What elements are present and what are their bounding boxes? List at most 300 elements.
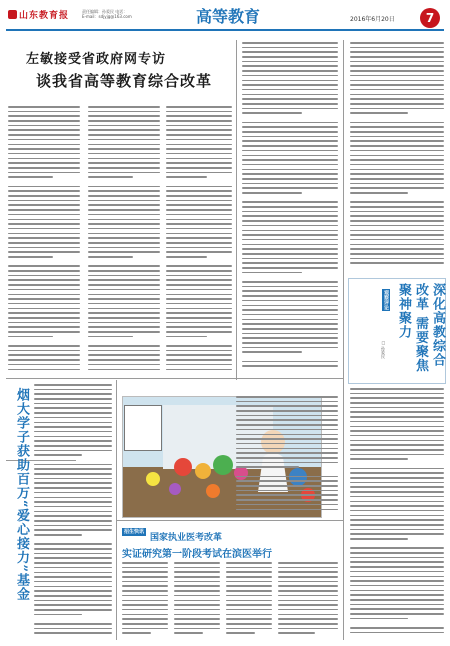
text-line <box>278 590 338 592</box>
text-line <box>88 331 160 333</box>
commentary-tag: 观察评论 <box>383 290 389 310</box>
text-line <box>350 613 444 615</box>
text-line <box>226 600 272 602</box>
text-line <box>236 424 338 426</box>
text-line <box>350 505 444 507</box>
text-line <box>226 637 272 639</box>
text-line <box>242 155 338 157</box>
text-line <box>34 478 112 480</box>
text-line <box>8 115 80 117</box>
text-line <box>242 136 338 138</box>
text-line <box>242 150 338 152</box>
text-line <box>226 585 272 587</box>
text-line <box>350 122 444 124</box>
text-line <box>236 476 338 478</box>
feature-body-column <box>174 562 220 642</box>
text-line <box>34 506 112 508</box>
text-line <box>88 237 160 239</box>
logo-icon <box>8 10 17 19</box>
text-line <box>236 490 338 492</box>
left-story-body <box>34 384 112 640</box>
text-line <box>350 103 444 105</box>
text-line <box>350 159 444 161</box>
text-line <box>34 515 112 517</box>
text-line <box>122 637 168 639</box>
column-divider <box>343 40 344 640</box>
text-line <box>166 326 232 328</box>
text-line <box>350 201 444 203</box>
text-line <box>34 572 112 574</box>
text-line <box>122 585 168 587</box>
text-line <box>242 117 338 119</box>
text-line <box>88 106 160 108</box>
article-body-column <box>350 42 444 272</box>
column-divider <box>6 378 343 379</box>
text-line <box>242 286 338 288</box>
text-line <box>350 519 444 521</box>
text-line <box>242 108 338 110</box>
text-line <box>350 211 444 213</box>
editor-info <box>82 9 132 19</box>
text-line <box>166 261 232 263</box>
text-line <box>174 576 220 578</box>
text-line <box>226 581 272 583</box>
text-line <box>8 106 80 108</box>
text-line <box>174 562 220 564</box>
text-line <box>242 70 338 72</box>
text-line <box>174 623 220 625</box>
text-line <box>350 187 444 189</box>
text-line <box>166 275 232 277</box>
text-line <box>226 576 272 578</box>
text-line <box>350 599 444 601</box>
text-line <box>166 219 232 221</box>
text-line <box>350 594 444 596</box>
text-line <box>166 308 232 310</box>
text-line <box>350 618 408 620</box>
text-line <box>242 80 338 82</box>
text-line <box>8 242 80 244</box>
text-line <box>34 520 112 522</box>
text-line <box>166 190 232 192</box>
text-line <box>166 369 232 371</box>
text-line <box>242 197 338 199</box>
text-line <box>34 398 112 400</box>
text-line <box>242 56 338 58</box>
text-line <box>350 80 444 82</box>
text-line <box>88 364 160 366</box>
text-line <box>88 340 160 342</box>
text-line <box>88 115 160 117</box>
text-line <box>174 637 220 639</box>
text-line <box>278 623 338 625</box>
text-line <box>8 312 80 314</box>
text-line <box>88 289 160 291</box>
text-line <box>34 407 112 409</box>
text-line <box>226 632 255 634</box>
text-line <box>350 454 444 456</box>
text-line <box>166 237 232 239</box>
text-line <box>242 173 338 175</box>
issue-date: 2016年6月20日 <box>350 16 395 23</box>
text-line <box>350 234 444 236</box>
text-line <box>350 393 444 395</box>
text-line <box>236 448 338 450</box>
text-line <box>242 122 338 124</box>
text-line <box>8 317 80 319</box>
text-line <box>8 345 80 347</box>
text-line <box>166 233 232 235</box>
text-line <box>242 342 338 344</box>
column-divider <box>236 40 237 380</box>
text-line <box>8 120 80 122</box>
text-line <box>350 117 444 119</box>
text-line <box>242 365 338 367</box>
text-line <box>350 230 444 232</box>
text-line <box>166 125 232 127</box>
text-line <box>166 242 232 244</box>
text-line <box>350 248 444 250</box>
text-line <box>88 125 160 127</box>
text-line <box>166 350 232 352</box>
text-line <box>166 364 232 366</box>
text-line <box>174 585 220 587</box>
text-line <box>34 393 112 395</box>
text-line <box>174 609 220 611</box>
text-line <box>88 148 160 150</box>
text-line <box>242 230 338 232</box>
text-line <box>278 604 338 606</box>
text-line <box>166 214 232 216</box>
text-line <box>350 501 444 503</box>
text-line <box>236 452 338 454</box>
text-line <box>166 139 232 141</box>
text-line <box>350 472 444 474</box>
text-line <box>226 567 272 569</box>
text-line <box>242 61 338 63</box>
text-line <box>122 600 168 602</box>
text-line <box>350 496 444 498</box>
text-line <box>350 173 444 175</box>
text-line <box>242 201 338 203</box>
text-line <box>166 312 232 314</box>
text-line <box>350 486 444 488</box>
text-line <box>350 402 444 404</box>
text-line <box>8 139 80 141</box>
text-line <box>88 139 160 141</box>
text-line <box>350 538 408 540</box>
text-line <box>88 195 160 197</box>
text-line <box>242 281 338 283</box>
text-line <box>350 215 444 217</box>
text-line <box>166 134 232 136</box>
text-line <box>122 590 168 592</box>
left-story-headline: 烟大学子获助百万“爱心接力”基金 <box>14 388 29 601</box>
text-line <box>350 47 444 49</box>
text-line <box>174 604 220 606</box>
text-line <box>8 364 80 366</box>
text-line <box>88 303 160 305</box>
text-line <box>242 215 338 217</box>
text-line <box>34 618 112 620</box>
text-line <box>166 129 232 131</box>
text-line <box>278 609 338 611</box>
text-line <box>122 628 168 630</box>
text-line <box>8 200 80 202</box>
text-line <box>8 153 80 155</box>
text-line <box>166 303 232 305</box>
text-line <box>166 176 207 178</box>
text-line <box>242 356 338 358</box>
text-line <box>350 416 444 418</box>
text-line <box>88 186 160 188</box>
text-line <box>122 604 168 606</box>
text-line <box>226 618 272 620</box>
text-line <box>88 162 160 164</box>
commentary-body-column <box>350 388 444 640</box>
text-line <box>34 543 112 545</box>
text-line <box>350 112 408 114</box>
text-line <box>350 94 444 96</box>
text-line <box>166 115 232 117</box>
text-line <box>350 585 444 587</box>
text-line <box>88 120 160 122</box>
text-line <box>174 581 220 583</box>
text-line <box>278 571 338 573</box>
text-line <box>8 340 80 342</box>
text-line <box>88 204 160 206</box>
text-line <box>236 480 338 482</box>
text-line <box>88 369 160 371</box>
text-line <box>166 200 232 202</box>
text-line <box>242 220 338 222</box>
text-line <box>242 314 338 316</box>
text-line <box>242 239 338 241</box>
text-line <box>88 256 133 258</box>
text-line <box>242 351 302 353</box>
text-line <box>350 426 444 428</box>
text-line <box>8 111 80 113</box>
text-line <box>278 576 338 578</box>
text-line <box>88 247 160 249</box>
text-line <box>166 298 232 300</box>
text-line <box>8 134 80 136</box>
text-line <box>350 576 444 578</box>
text-line <box>34 459 112 461</box>
text-line <box>350 421 444 423</box>
text-line <box>236 504 338 506</box>
text-line <box>350 169 444 171</box>
text-line <box>88 326 160 328</box>
text-line <box>8 204 80 206</box>
text-line <box>34 492 112 494</box>
text-line <box>242 276 338 278</box>
text-line <box>8 256 53 258</box>
text-line <box>350 84 444 86</box>
text-line <box>34 389 112 391</box>
text-line <box>236 401 338 403</box>
text-line <box>242 319 338 321</box>
text-line <box>350 608 444 610</box>
text-line <box>350 140 444 142</box>
text-line <box>122 618 168 620</box>
text-line <box>236 494 338 496</box>
text-line <box>88 233 160 235</box>
text-line <box>8 350 80 352</box>
feature-tag: 招生快讯 <box>123 529 144 535</box>
text-line <box>88 294 160 296</box>
text-line <box>34 473 112 475</box>
text-line <box>34 595 112 597</box>
text-line <box>226 571 272 573</box>
text-line <box>350 98 444 100</box>
text-line <box>88 214 160 216</box>
text-line <box>278 567 338 569</box>
text-line <box>34 557 112 559</box>
text-line <box>166 228 232 230</box>
column-divider <box>116 380 117 640</box>
text-line <box>242 253 338 255</box>
text-line <box>166 354 232 356</box>
text-line <box>350 183 444 185</box>
text-line <box>34 553 112 555</box>
text-line <box>350 524 444 526</box>
feature-body-column <box>236 396 338 516</box>
text-line <box>226 614 272 616</box>
feature-body-column <box>122 562 168 642</box>
text-line <box>8 298 80 300</box>
text-line <box>34 431 112 433</box>
text-line <box>8 223 80 225</box>
text-line <box>34 539 112 541</box>
feature-body-column <box>278 562 338 642</box>
text-line <box>8 294 80 296</box>
text-line <box>174 628 220 630</box>
text-line <box>34 604 112 606</box>
text-line <box>8 148 80 150</box>
text-line <box>122 595 168 597</box>
text-line <box>122 623 168 625</box>
text-line <box>236 429 338 431</box>
text-line <box>34 482 112 484</box>
text-line <box>88 153 160 155</box>
text-line <box>350 220 444 222</box>
text-line <box>8 331 80 333</box>
text-line <box>88 336 133 338</box>
text-line <box>88 275 160 277</box>
text-line <box>350 75 444 77</box>
text-line <box>88 209 160 211</box>
text-line <box>166 162 232 164</box>
text-line <box>350 552 444 554</box>
text-line <box>242 272 302 274</box>
text-line <box>350 458 408 460</box>
newspaper-logo <box>8 8 69 21</box>
text-line <box>350 192 408 194</box>
text-line <box>34 614 82 616</box>
text-line <box>242 42 338 44</box>
text-line <box>242 169 338 171</box>
text-line <box>350 51 444 53</box>
editor-line: 责任编辑：孙爱民 电话： <box>82 9 128 14</box>
text-line <box>236 434 338 436</box>
text-line <box>350 543 444 545</box>
text-line <box>242 131 338 133</box>
feature-kicker: 国家执业医考改革 <box>150 533 223 543</box>
text-line <box>174 567 220 569</box>
text-line <box>174 571 220 573</box>
text-line <box>34 436 112 438</box>
text-line <box>166 265 232 267</box>
text-line <box>8 251 80 253</box>
text-line <box>166 204 232 206</box>
text-line <box>88 190 160 192</box>
text-line <box>8 247 80 249</box>
text-line <box>88 181 160 183</box>
text-line <box>350 510 444 512</box>
text-line <box>174 590 220 592</box>
text-line <box>88 228 160 230</box>
text-line <box>166 186 232 188</box>
text-line <box>8 190 80 192</box>
text-line <box>8 176 53 178</box>
text-line <box>34 417 112 419</box>
text-line <box>350 557 444 559</box>
text-line <box>8 228 80 230</box>
text-line <box>242 159 338 161</box>
text-line <box>8 303 80 305</box>
text-line <box>350 407 444 409</box>
text-line <box>350 622 444 624</box>
text-line <box>88 312 160 314</box>
text-line <box>34 497 112 499</box>
text-line <box>278 581 338 583</box>
text-line <box>242 225 338 227</box>
text-line <box>88 223 160 225</box>
text-line <box>242 94 338 96</box>
text-line <box>88 219 160 221</box>
text-line <box>166 317 232 319</box>
text-line <box>88 279 160 281</box>
text-line <box>88 111 160 113</box>
text-line <box>174 618 220 620</box>
text-line <box>350 65 444 67</box>
text-line <box>242 333 338 335</box>
text-line <box>350 547 444 549</box>
text-line <box>350 164 444 166</box>
text-line <box>350 533 444 535</box>
text-line <box>88 298 160 300</box>
text-line <box>88 322 160 324</box>
text-line <box>88 176 133 178</box>
text-line <box>34 454 82 456</box>
text-line <box>278 628 338 630</box>
text-line <box>242 47 338 49</box>
text-line <box>350 590 444 592</box>
text-line <box>350 262 444 264</box>
text-line <box>34 548 112 550</box>
feature-body-column <box>226 562 272 642</box>
text-line <box>236 405 338 407</box>
masthead <box>0 0 450 32</box>
text-line <box>8 308 80 310</box>
text-line <box>122 567 168 569</box>
text-line <box>350 258 444 260</box>
text-line <box>350 463 444 465</box>
text-line <box>236 419 338 421</box>
email-line: E-mail：sdjyjg@163.com <box>82 14 132 19</box>
text-line <box>8 322 80 324</box>
